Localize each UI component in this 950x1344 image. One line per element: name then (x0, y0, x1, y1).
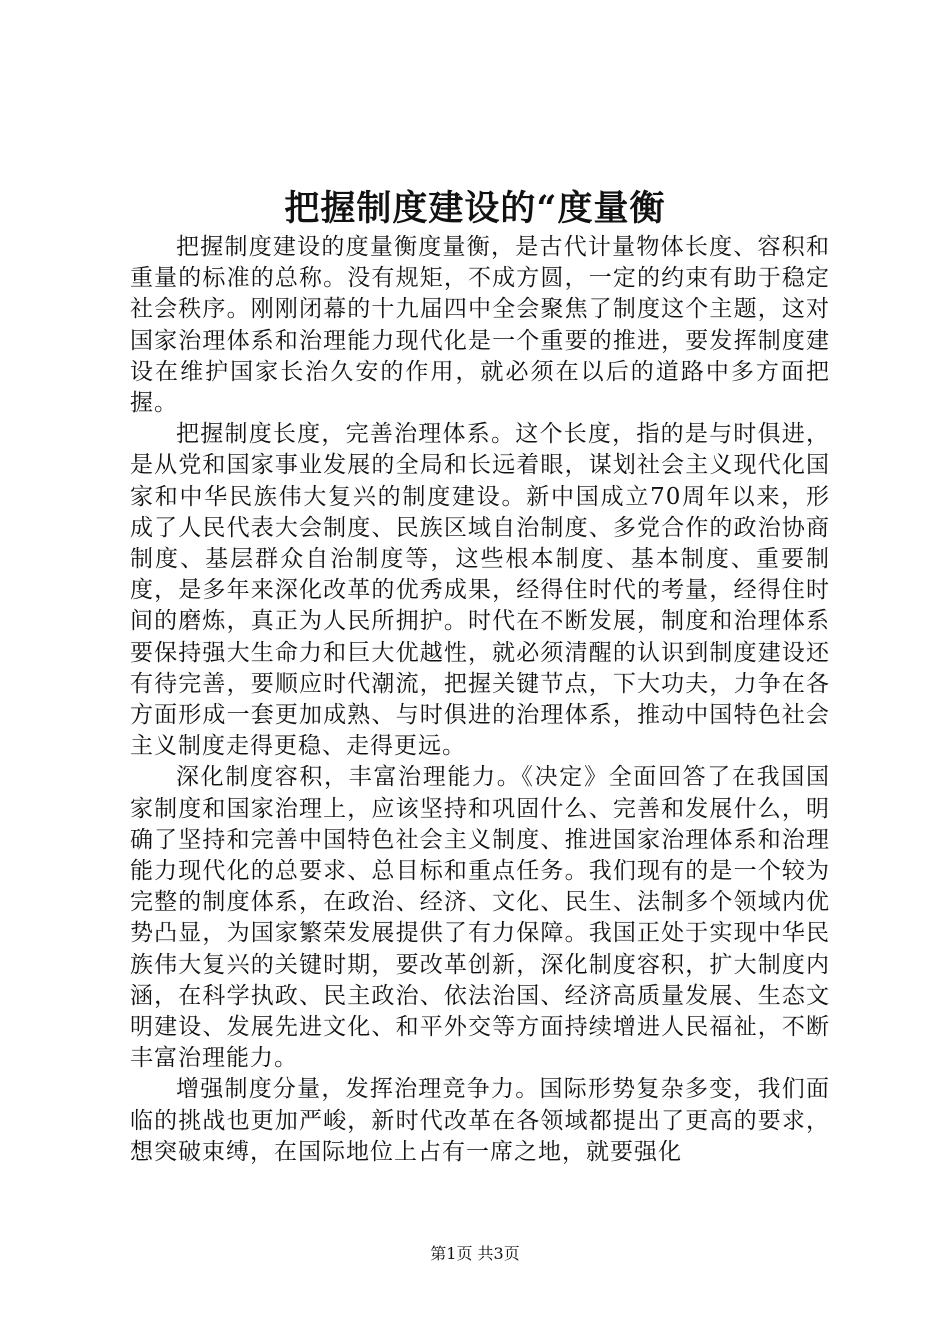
paragraph-length: 把握制度长度，完善治理体系。这个长度，指的是与时俱进，是从党和国家事业发展的全局和长远着眼，谋划社会主义现代化国家和中华民族伟大复兴的制度建设。新中国成立70周年以来，形成了人民代表大会制度、民族区域自治制度、多党合作的政治协商制度、基层群众自治制度等，这些根本制度、基本制度、重要制度，是多年来深化改革的优秀成果，经得住时代的考量，经得住时间的磨炼，真正为人民所拥护。时代在不断发展，制度和治理体系要保持强大生命力和巨大优越性，就必须清醒的认识到制度建设还有待完善，要顺应时代潮流，把握关键节点，下大功夫，力争在各方面形成一套更加成熟、与时俱进的治理体系，推动中国特色社会主义制度走得更稳、走得更远。 (130, 421, 830, 760)
paragraph-weight: 增强制度分量，发挥治理竞争力。国际形势复杂多变，我们面临的挑战也更加严峻，新时代改革在各领域都提出了更高的要求，想突破束缚，在国际地位上占有一席之地，就要强化 (130, 1076, 830, 1165)
paragraph-volume: 深化制度容积，丰富治理能力。《决定》全面回答了在我国国家制度和国家治理上，应该坚持和巩固什么、完善和发展什么，明确了坚持和完善中国特色社会主义制度、推进国家治理体系和治理能力现代化的总要求、总目标和重点任务。我们现有的是一个较为完整的制度体系，在政治、经济、文化、民生、法制多个领域内优势凸显，为国家繁荣发展提供了有力保障。我国正处于实现中华民族伟大复兴的关键时期，要改革创新，深化制度容积，扩大制度内涵，在科学执政、民主政治、依法治国、经济高质量发展、生态文明建设、发展先进文化、和平外交等方面持续增进人民福祉，不断丰富治理能力。 (130, 764, 830, 1072)
document-title: 把握制度建设的“度量衡 (284, 188, 666, 229)
document-body (130, 232, 830, 1168)
page-number-footer: 第1页 共3页 (430, 1244, 520, 1263)
paragraph-intro: 把握制度建设的度量衡度量衡，是古代计量物体长度、容积和重量的标准的总称。没有规矩，不成方圆，一定的约束有助于稳定社会秩序。刚刚闭幕的十九届四中全会聚焦了制度这个主题，这对国家治理体系和治理能力现代化是一个重要的推进，要发挥制度建设在维护国家长治久安的作用，就必须在以后的道路中多方面把握。 (130, 234, 830, 417)
